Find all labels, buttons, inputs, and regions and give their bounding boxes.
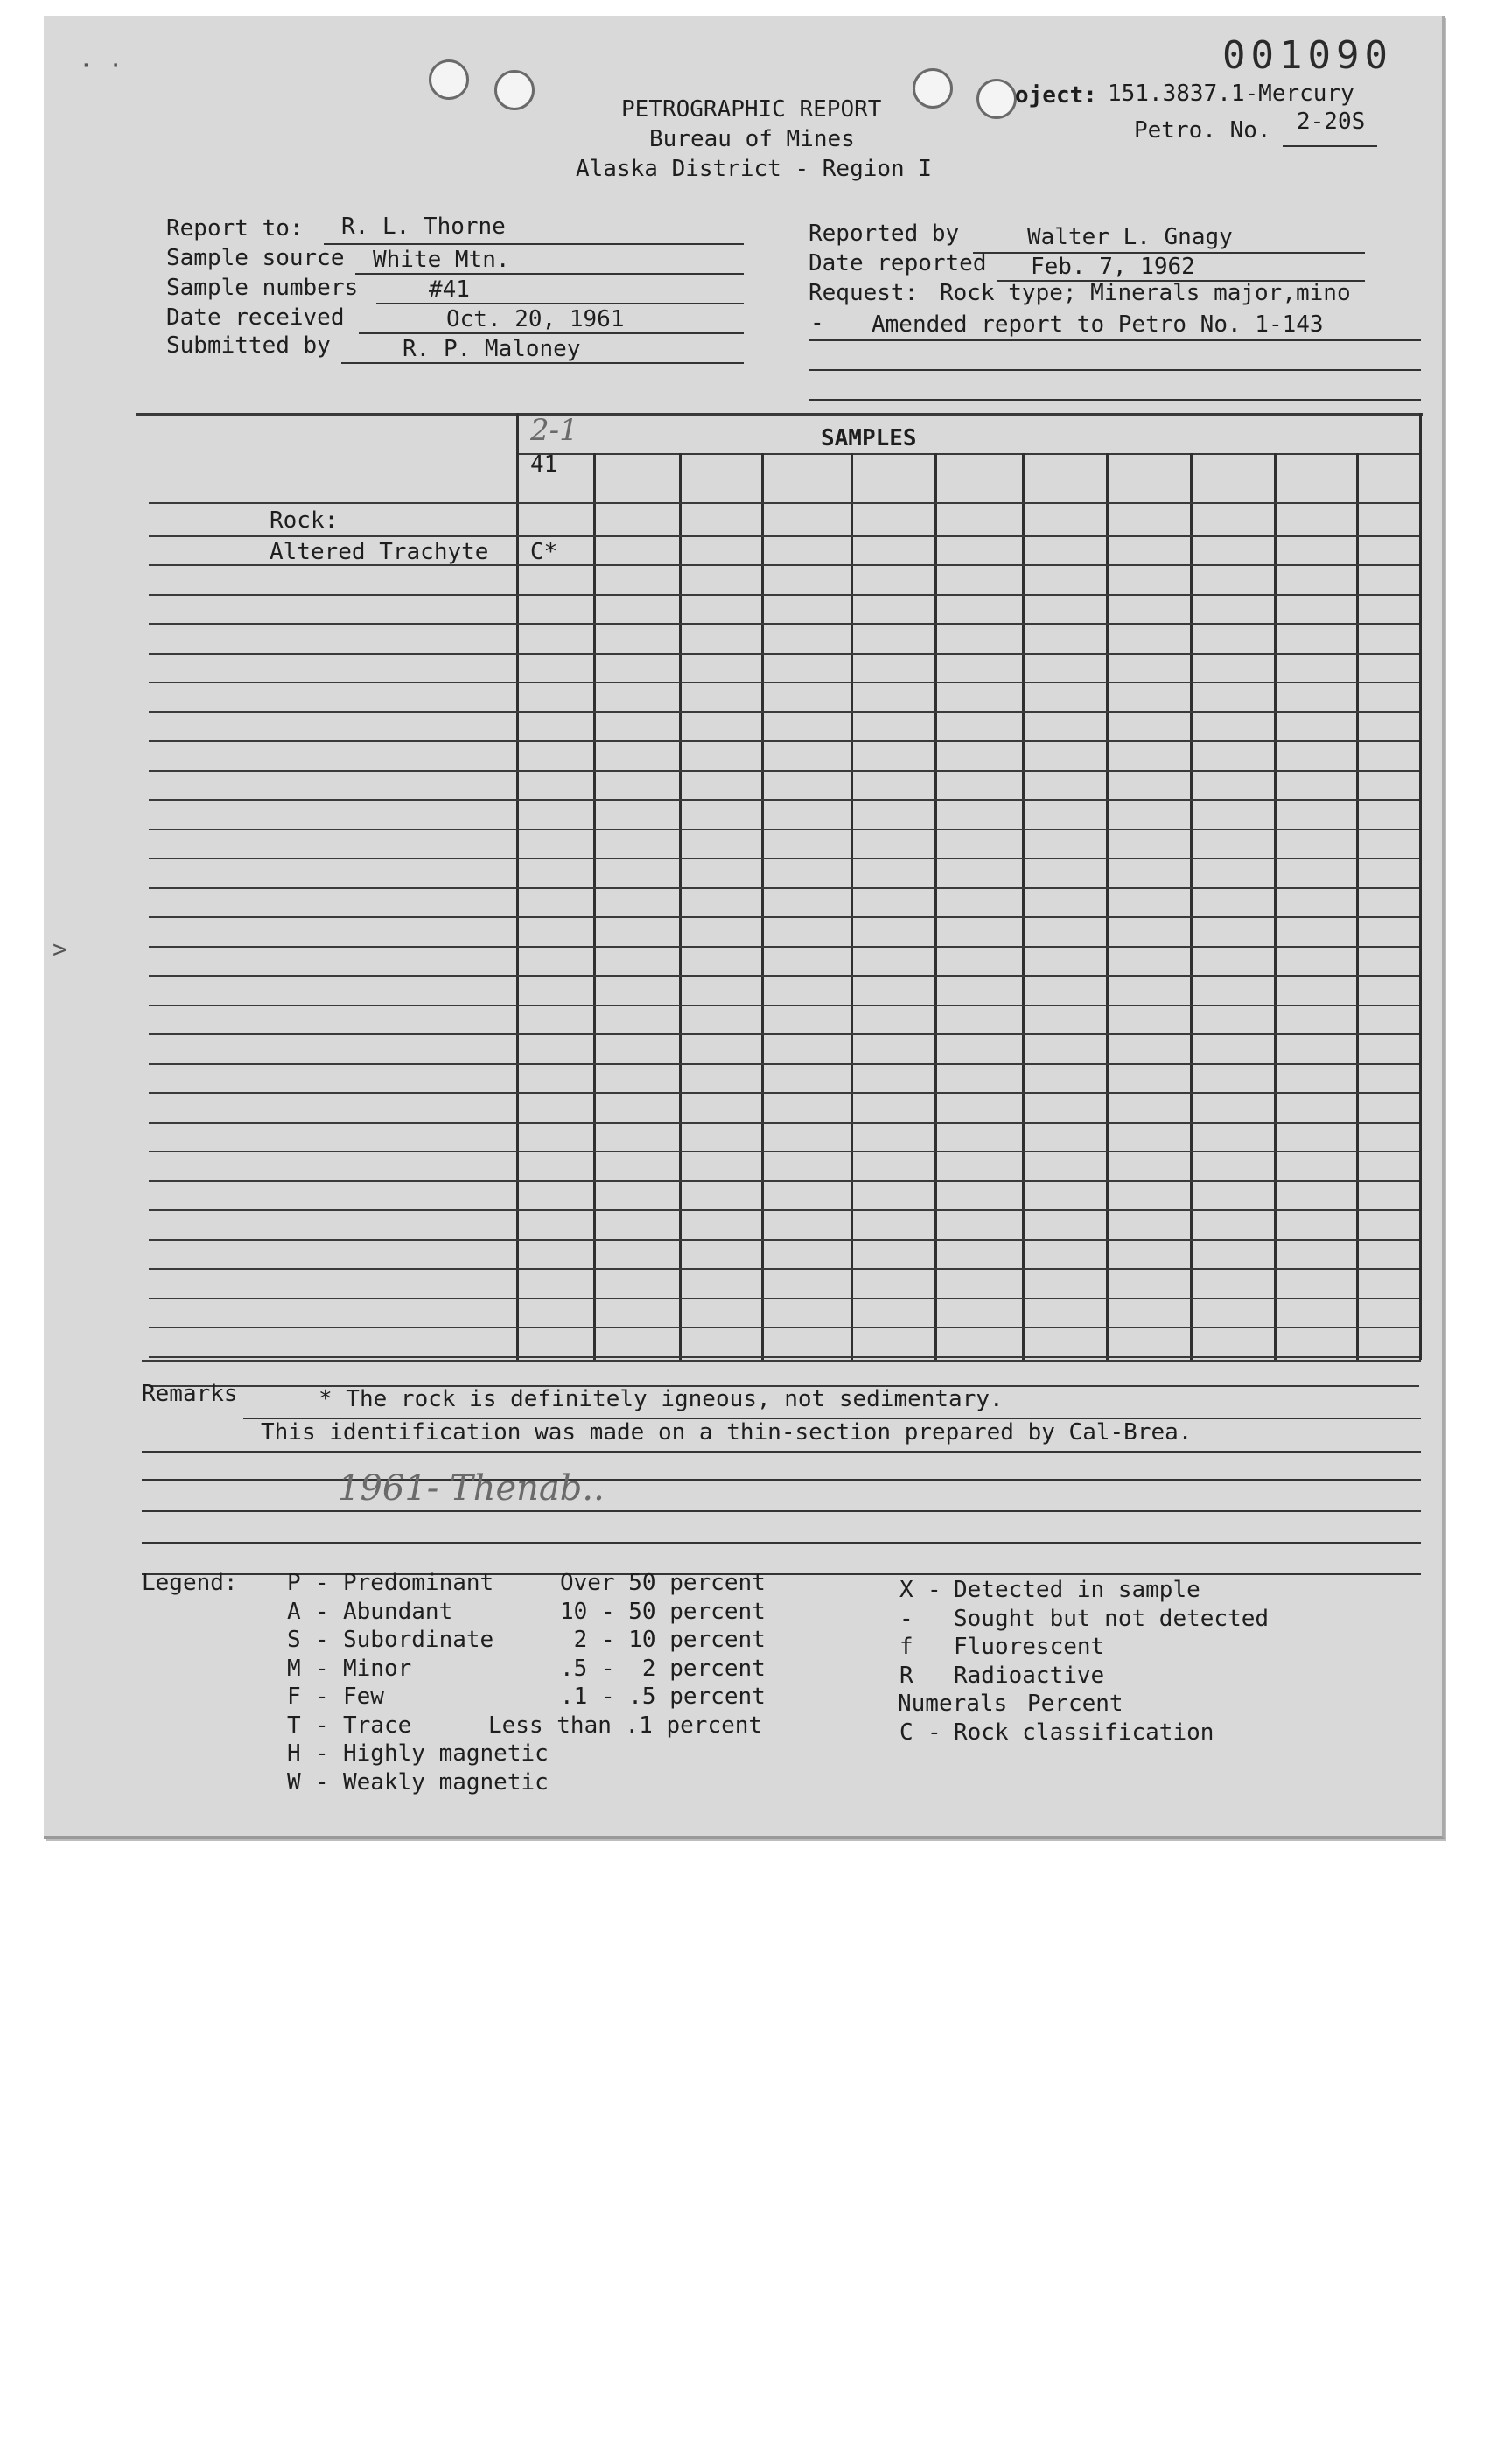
legend-text: Radioactive bbox=[954, 1662, 1105, 1689]
legend-text: Few bbox=[343, 1684, 384, 1710]
blank-line bbox=[808, 369, 1421, 371]
legend-text: Rock classification bbox=[954, 1718, 1214, 1746]
blank-line bbox=[808, 399, 1421, 401]
legend-dash: - bbox=[315, 1570, 329, 1596]
sample-col-top: 2-1 bbox=[530, 413, 578, 448]
legend-dash: - bbox=[928, 1577, 942, 1603]
table-row-line bbox=[149, 975, 1419, 976]
date-reported-value: Feb. 7, 1962 bbox=[1031, 254, 1195, 280]
legend-dash: - bbox=[315, 1655, 329, 1682]
table-row-line bbox=[149, 1122, 1419, 1124]
table-column-line bbox=[1106, 453, 1109, 1360]
punch-hole bbox=[913, 68, 953, 108]
legend-dash: - bbox=[315, 1598, 329, 1625]
remarks-line-2: This identification was made on a thin-section prepared by Cal-Brea. bbox=[261, 1419, 1193, 1446]
legend-code: C bbox=[900, 1718, 914, 1746]
table-column-line bbox=[761, 453, 764, 1360]
remarks-underline bbox=[142, 1573, 1421, 1575]
legend-code: M bbox=[287, 1655, 301, 1682]
legend-range: Over 50 percent bbox=[560, 1570, 766, 1596]
field-underline bbox=[324, 243, 744, 245]
sample-source-label: Sample source bbox=[166, 245, 345, 271]
remarks-line-1: * The rock is definitely igneous, not sedimentary. bbox=[318, 1386, 1004, 1412]
legend-code: F bbox=[287, 1684, 301, 1710]
table-column-line bbox=[593, 453, 596, 1360]
field-underline bbox=[808, 340, 1421, 341]
rock-label: Rock: bbox=[270, 508, 339, 534]
project-value: 151.3837.1-Mercury bbox=[1108, 80, 1354, 107]
legend-dash: - bbox=[928, 1718, 942, 1746]
petro-value: 2-20S bbox=[1297, 108, 1366, 135]
table-row-line bbox=[149, 829, 1419, 830]
table-column-line bbox=[1022, 453, 1025, 1360]
table-row-line bbox=[149, 653, 1419, 654]
table-row-line bbox=[149, 887, 1419, 889]
table-row-line bbox=[149, 1326, 1419, 1328]
legend-code: R bbox=[900, 1662, 914, 1689]
table-row-line bbox=[149, 1092, 1419, 1094]
legend-code: A bbox=[287, 1598, 301, 1625]
legend-code: S bbox=[287, 1627, 301, 1653]
district-name: Alaska District - Region I bbox=[576, 156, 932, 182]
table-bottom-border bbox=[142, 1360, 1421, 1362]
legend-code: X bbox=[900, 1577, 914, 1603]
legend-code: T bbox=[287, 1712, 301, 1739]
margin-mark: > bbox=[52, 934, 67, 963]
legend-dash: - bbox=[315, 1712, 329, 1739]
samples-header-rule bbox=[516, 453, 1419, 455]
legend-text: Detected in sample bbox=[954, 1577, 1200, 1603]
rock-value: C* bbox=[530, 539, 558, 565]
legend-code: Numerals bbox=[898, 1690, 1008, 1717]
legend-text: Highly magnetic bbox=[343, 1740, 549, 1767]
punch-hole bbox=[976, 79, 1017, 119]
table-row-line bbox=[149, 1063, 1419, 1065]
table-column-line bbox=[1419, 413, 1422, 1360]
submitted-by-value: R. P. Maloney bbox=[402, 336, 581, 362]
legend-code: - bbox=[900, 1605, 914, 1632]
table-row-line bbox=[149, 1209, 1419, 1211]
legend-dash: - bbox=[315, 1740, 329, 1767]
remarks-underline bbox=[142, 1510, 1421, 1512]
date-received-value: Oct. 20, 1961 bbox=[446, 306, 625, 332]
legend-code: P bbox=[287, 1570, 301, 1596]
petro-label: Petro. No. bbox=[1134, 117, 1271, 144]
table-row-line bbox=[149, 740, 1419, 742]
legend-dash: - bbox=[315, 1627, 329, 1653]
date-received-label: Date received bbox=[166, 304, 345, 331]
amended-dash: - bbox=[810, 310, 824, 336]
reported-by-value: Walter L. Gnagy bbox=[1027, 224, 1233, 250]
legend-code: f bbox=[900, 1634, 914, 1660]
legend-code: W bbox=[287, 1768, 301, 1796]
table-column-line bbox=[1274, 453, 1277, 1360]
remarks-underline bbox=[142, 1451, 1421, 1452]
legend-text: Abundant bbox=[343, 1598, 453, 1625]
legend-dash: - bbox=[315, 1768, 329, 1796]
stamp-number: 001090 bbox=[1222, 33, 1393, 78]
table-column-line bbox=[1190, 453, 1193, 1360]
request-label: Request: bbox=[808, 280, 919, 306]
legend-text: Fluorescent bbox=[954, 1634, 1105, 1660]
sample-numbers-value: #41 bbox=[429, 276, 470, 303]
remarks-label: Remarks bbox=[142, 1381, 238, 1407]
reported-by-label: Reported by bbox=[808, 220, 960, 247]
report-to-value: R. L. Thorne bbox=[341, 214, 506, 240]
legend-text: Sought but not detected bbox=[954, 1605, 1270, 1632]
samples-header: SAMPLES bbox=[821, 425, 917, 452]
table-row-line bbox=[149, 623, 1419, 625]
faint-mark: · · bbox=[79, 51, 123, 80]
table-row-line bbox=[149, 711, 1419, 713]
field-underline bbox=[359, 332, 744, 334]
agency-name: Bureau of Mines bbox=[649, 126, 855, 152]
legend-range: 2 - 10 percent bbox=[560, 1627, 766, 1653]
legend-code: H bbox=[287, 1740, 301, 1767]
legend-text: Minor bbox=[343, 1655, 412, 1682]
field-underline bbox=[376, 303, 744, 304]
table-row-line bbox=[149, 1033, 1419, 1035]
legend-range: .1 - .5 percent bbox=[560, 1684, 766, 1710]
remarks-underline bbox=[142, 1479, 1421, 1480]
legend-text: Subordinate bbox=[343, 1627, 494, 1653]
field-underline bbox=[341, 362, 744, 364]
table-column-line bbox=[850, 453, 853, 1360]
legend-dash: - bbox=[315, 1684, 329, 1710]
table-row-line bbox=[149, 858, 1419, 859]
table-row-line bbox=[149, 1298, 1419, 1299]
table-row-line bbox=[149, 502, 1419, 504]
table-row-line bbox=[149, 1268, 1419, 1270]
legend-label: Legend: bbox=[142, 1570, 238, 1596]
report-sheet bbox=[44, 16, 1445, 1839]
table-row-line bbox=[149, 1180, 1419, 1182]
legend-text: Trace bbox=[343, 1712, 412, 1739]
handwritten-note: 1961- Thenab.. bbox=[338, 1468, 605, 1508]
table-row-line bbox=[149, 1004, 1419, 1006]
petro-underline bbox=[1283, 145, 1377, 147]
table-row-line bbox=[149, 564, 1419, 566]
table-column-line bbox=[1356, 453, 1359, 1360]
legend-text: Predominant bbox=[343, 1570, 494, 1596]
report-title: PETROGRAPHIC REPORT bbox=[621, 96, 882, 122]
legend-range: .5 - 2 percent bbox=[560, 1655, 766, 1682]
sample-numbers-label: Sample numbers bbox=[166, 275, 359, 301]
table-row-line bbox=[149, 946, 1419, 948]
submitted-by-label: Submitted by bbox=[166, 332, 331, 359]
legend-text: Weakly magnetic bbox=[343, 1768, 549, 1796]
amended-value: Amended report to Petro No. 1-143 bbox=[872, 312, 1324, 338]
project-label: oject: bbox=[1015, 82, 1097, 108]
date-reported-label: Date reported bbox=[808, 250, 987, 276]
rock-name: Altered Trachyte bbox=[270, 539, 489, 565]
table-row-line bbox=[149, 916, 1419, 918]
field-underline bbox=[355, 273, 744, 275]
table-row-line bbox=[149, 1239, 1419, 1241]
punch-hole bbox=[429, 60, 469, 100]
report-to-label: Report to: bbox=[166, 215, 304, 242]
legend-range: 10 - 50 percent bbox=[560, 1598, 766, 1625]
table-row-line bbox=[149, 536, 1419, 537]
sample-source-value: White Mtn. bbox=[373, 247, 510, 273]
table-row-line bbox=[149, 594, 1419, 596]
table-row-line bbox=[149, 682, 1419, 683]
table-row-line bbox=[149, 770, 1419, 772]
table-row-line bbox=[149, 1356, 1419, 1358]
table-column-line bbox=[934, 453, 937, 1360]
legend-range: Less than .1 percent bbox=[488, 1712, 763, 1739]
remarks-underline bbox=[142, 1542, 1421, 1544]
table-row-line bbox=[149, 799, 1419, 801]
legend-text: Percent bbox=[1027, 1690, 1124, 1717]
table-column-line bbox=[679, 453, 682, 1360]
sample-col-bottom: 41 bbox=[530, 452, 558, 478]
table-top-border bbox=[136, 413, 1423, 416]
table-row-line bbox=[149, 1151, 1419, 1152]
punch-hole bbox=[494, 70, 535, 110]
request-value: Rock type; Minerals major,mino bbox=[940, 280, 1351, 306]
